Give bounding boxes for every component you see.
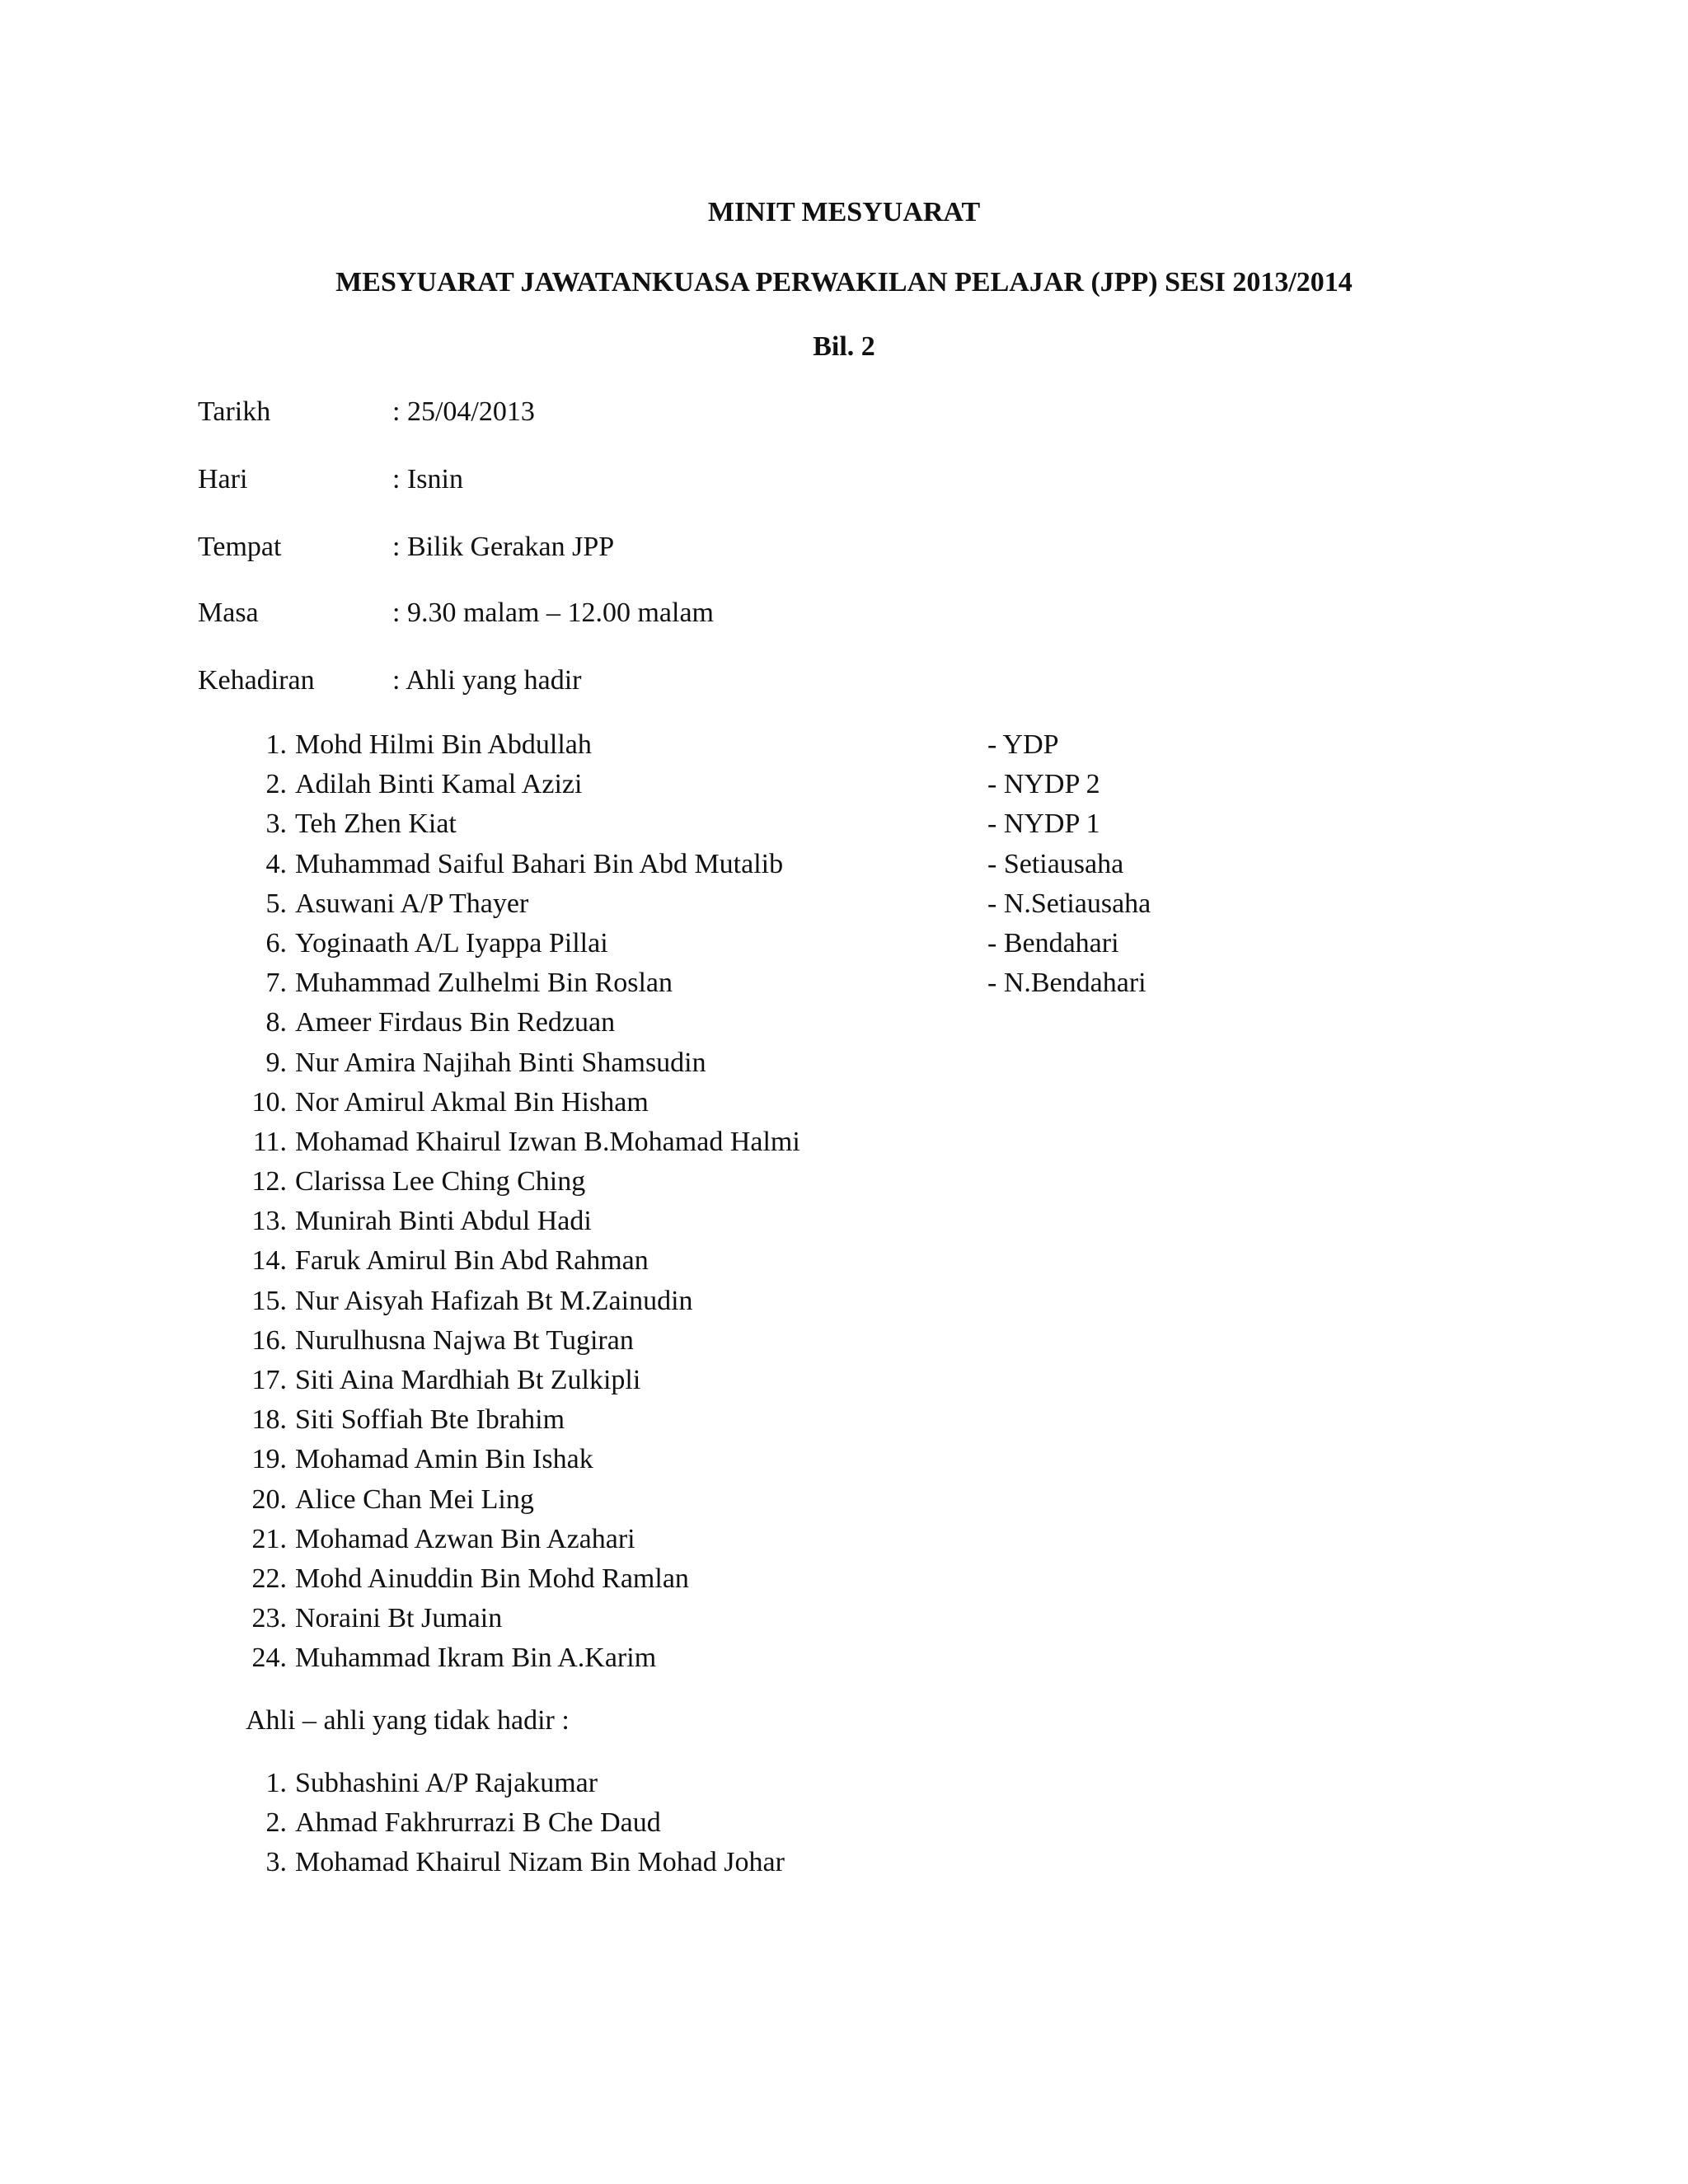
item-name: Yoginaath A/L Iyappa Pillai (295, 927, 608, 958)
item-number: 1. (265, 1768, 287, 1798)
field-value: : 25/04/2013 (392, 396, 535, 427)
item-name: Munirah Binti Abdul Hadi (295, 1206, 592, 1237)
item-name: Siti Soffiah Bte Ibrahim (295, 1404, 565, 1436)
field-value: : Bilik Gerakan JPP (392, 532, 615, 562)
item-number: 3. (265, 1847, 287, 1878)
item-number: 13. (251, 1206, 287, 1237)
item-role: - NYDP 2 (987, 769, 1100, 800)
item-name: Adilah Binti Kamal Azizi (295, 769, 583, 800)
item-name: Mohd Ainuddin Bin Mohd Ramlan (295, 1563, 689, 1594)
item-role: - Setiausaha (987, 848, 1124, 879)
field-label: Hari (198, 464, 248, 494)
item-number: 1. (265, 729, 287, 760)
item-name: Alice Chan Mei Ling (295, 1483, 534, 1515)
item-number: 11. (252, 1126, 287, 1157)
item-name: Ameer Firdaus Bin Redzuan (295, 1007, 616, 1038)
item-number: 2. (265, 1807, 287, 1839)
item-number: 10. (251, 1086, 287, 1118)
field-value: : Ahli yang hadir (392, 665, 582, 696)
item-name: Subhashini A/P Rajakumar (295, 1768, 598, 1798)
item-name: Mohamad Azwan Bin Azahari (295, 1523, 635, 1554)
absent-heading: Ahli – ahli yang tidak hadir : (246, 1705, 570, 1736)
item-name: Noraini Bt Jumain (295, 1603, 503, 1634)
field-value: : 9.30 malam – 12.00 malam (392, 598, 714, 628)
field-label: Kehadiran (198, 665, 315, 696)
document-subtitle: MESYUARAT JAWATANKUASA PERWAKILAN PELAJAR (JPP) SESI 2013/2014 (335, 267, 1353, 298)
item-number: 18. (251, 1404, 287, 1436)
item-name: Muhammad Zulhelmi Bin Roslan (295, 968, 673, 999)
item-role: - N.Setiausaha (987, 888, 1151, 919)
item-name: Asuwani A/P Thayer (295, 888, 529, 919)
item-name: Nur Amira Najihah Binti Shamsudin (295, 1047, 706, 1078)
item-name: Mohamad Khairul Nizam Bin Mohad Johar (295, 1847, 785, 1878)
item-number: 23. (251, 1603, 287, 1634)
item-number: 20. (251, 1483, 287, 1515)
item-number: 17. (251, 1365, 287, 1395)
item-role: - N.Bendahari (987, 968, 1146, 999)
item-name: Nurulhusna Najwa Bt Tugiran (295, 1324, 634, 1356)
item-name: Nur Aisyah Hafizah Bt M.Zainudin (295, 1285, 693, 1316)
item-name: Mohamad Khairul Izwan B.Mohamad Halmi (295, 1126, 800, 1157)
item-number: 12. (251, 1166, 287, 1197)
item-number: 22. (251, 1563, 287, 1594)
item-number: 9. (265, 1047, 287, 1078)
item-number: 8. (265, 1007, 287, 1038)
item-number: 7. (265, 968, 287, 999)
field-label: Masa (198, 598, 259, 628)
item-number: 6. (265, 927, 287, 958)
item-role: - Bendahari (987, 927, 1119, 958)
item-number: 24. (251, 1643, 287, 1674)
item-name: Clarissa Lee Ching Ching (295, 1166, 586, 1197)
item-name: Muhammad Ikram Bin A.Karim (295, 1643, 657, 1674)
item-number: 21. (251, 1523, 287, 1554)
item-number: 5. (265, 888, 287, 919)
item-number: 19. (251, 1444, 287, 1475)
document-title: MINIT MESYUARAT (707, 197, 981, 227)
item-number: 3. (265, 808, 287, 840)
field-label: Tempat (198, 532, 282, 562)
item-number: 15. (251, 1285, 287, 1316)
field-label: Tarikh (198, 396, 271, 427)
item-name: Faruk Amirul Bin Abd Rahman (295, 1245, 649, 1277)
item-name: Nor Amirul Akmal Bin Hisham (295, 1086, 649, 1118)
item-number: 2. (265, 769, 287, 800)
item-role: - YDP (987, 729, 1059, 760)
item-name: Teh Zhen Kiat (295, 808, 457, 840)
item-number: 14. (251, 1245, 287, 1277)
item-name: Mohamad Amin Bin Ishak (295, 1444, 593, 1475)
item-number: 16. (251, 1324, 287, 1356)
item-name: Siti Aina Mardhiah Bt Zulkipli (295, 1365, 641, 1395)
field-value: : Isnin (392, 464, 463, 494)
item-name: Muhammad Saiful Bahari Bin Abd Mutalib (295, 848, 784, 879)
item-name: Ahmad Fakhrurrazi B Che Daud (295, 1807, 661, 1839)
document-number: Bil. 2 (813, 331, 875, 362)
item-name: Mohd Hilmi Bin Abdullah (295, 729, 592, 760)
item-number: 4. (265, 848, 287, 879)
item-role: - NYDP 1 (987, 808, 1100, 840)
